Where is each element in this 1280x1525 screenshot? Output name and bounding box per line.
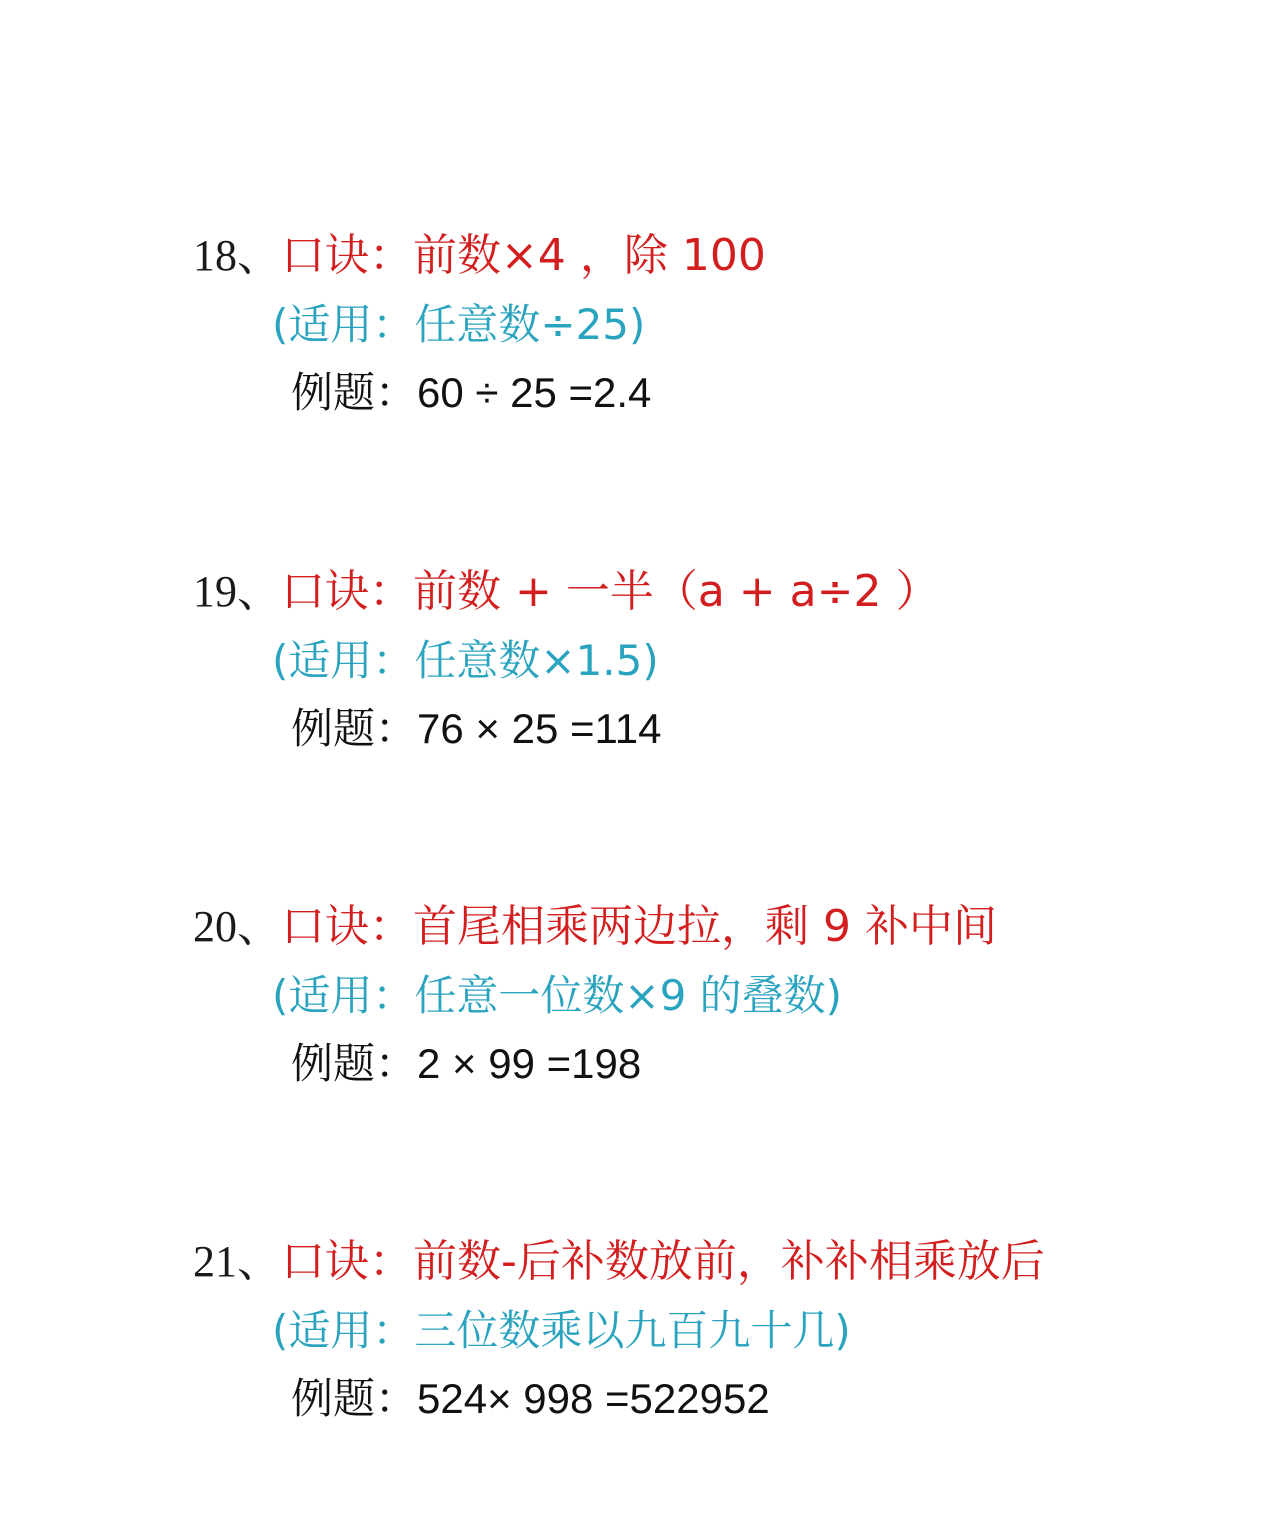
rule-number: 18、 [193, 231, 281, 280]
example-line [291, 1374, 770, 1423]
mnemonic-text: 前数 + 一半（a + a÷2 ） [413, 566, 940, 617]
mnemonic-text: 首尾相乘两边拉，剩 9 补中间 [413, 901, 997, 952]
mnemonic-text: 前数×4 ，除 100 [413, 230, 766, 281]
rule-number: 21、 [193, 1237, 281, 1286]
example-expression: 60 ÷ 25 =2.4 [417, 369, 652, 416]
applies-line: (适用：三位数乘以九百九十几) [272, 1306, 851, 1355]
rule-number: 19、 [193, 567, 281, 616]
mnemonic-line [193, 901, 997, 952]
mnemonic-line [193, 566, 940, 617]
applies-line: (适用：任意数×1.5) [272, 636, 659, 685]
example-label: 例题： [291, 368, 418, 417]
example-expression: 524× 998 =522952 [417, 1375, 770, 1422]
example-expression: 76 × 25 =114 [417, 705, 662, 752]
applies-line: (适用：任意数÷25) [272, 300, 646, 349]
mnemonic-line [193, 1236, 1045, 1287]
mnemonic-text: 前数-后补数放前，补补相乘放后 [413, 1236, 1045, 1287]
mnemonic-label: 口诀： [281, 566, 413, 617]
rule-number: 20、 [193, 902, 281, 951]
mnemonic-line [193, 230, 766, 281]
example-line [291, 1039, 642, 1088]
example-line [291, 368, 652, 417]
mnemonic-label: 口诀： [281, 1236, 413, 1287]
example-expression: 2 × 99 =198 [417, 1040, 642, 1087]
mnemonic-label: 口诀： [281, 901, 413, 952]
example-label: 例题： [291, 1374, 418, 1423]
example-label: 例题： [291, 1039, 418, 1088]
mnemonic-label: 口诀： [281, 230, 413, 281]
example-label: 例题： [291, 704, 418, 753]
applies-line: (适用：任意一位数×9 的叠数) [272, 971, 843, 1020]
example-line [291, 704, 662, 753]
